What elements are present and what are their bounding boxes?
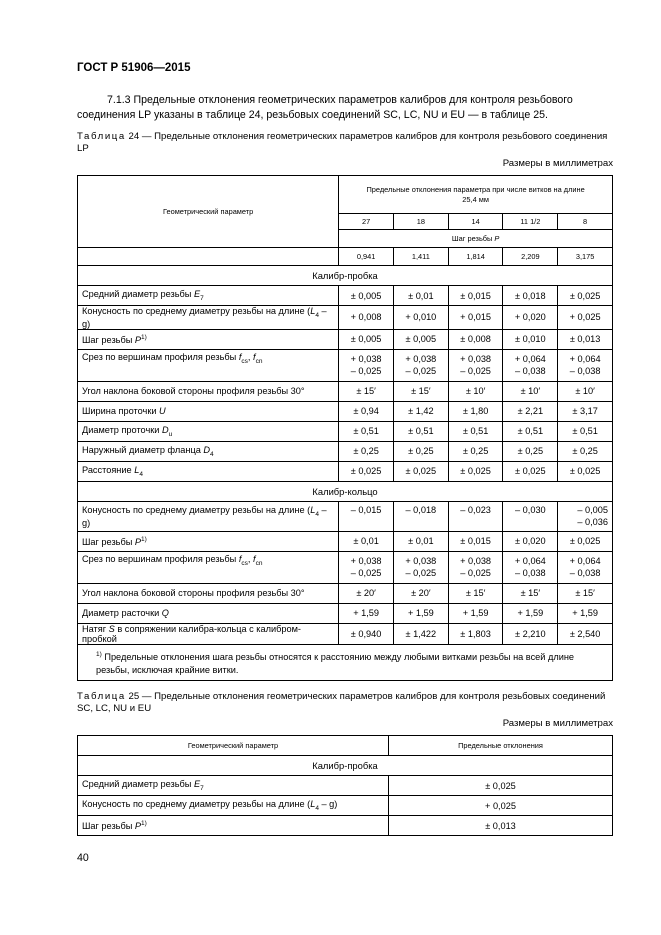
pitch-value: 1,411 — [393, 248, 448, 266]
upper-deviation: + 0,038 — [460, 556, 492, 567]
param-symbol: P — [134, 821, 142, 832]
param-name — [78, 603, 339, 623]
value-cell: + 0,010 — [393, 306, 448, 330]
section-plug-gauge: Калибр-пробка — [78, 756, 613, 776]
param-tail: – g) — [82, 306, 327, 329]
param-name — [78, 421, 339, 441]
param-symbol: L — [310, 799, 316, 810]
param-label: Срез по вершинам профиля резьбы — [82, 553, 237, 564]
value-cell: ± 10′ — [448, 381, 503, 401]
pitch-value: 1,814 — [448, 248, 503, 266]
value-cell — [558, 551, 613, 583]
value-cell — [558, 501, 613, 531]
table-row — [78, 796, 613, 816]
value-cell: – 0,030 — [503, 501, 558, 531]
table-25 — [77, 735, 613, 836]
param-subscript: cn — [255, 559, 263, 567]
upper-deviation: – 0,005 — [577, 505, 608, 516]
value-cell: ± 0,25 — [503, 441, 558, 461]
param-symbol: E — [193, 289, 201, 300]
value-cell: – 0,023 — [448, 501, 503, 531]
table25-units: Размеры в миллиметрах — [502, 718, 613, 729]
value-cell: ± 0,940 — [339, 623, 394, 644]
param-name: Срез по вершинам профиля резьбы $f_{cs}$, $f_{cn}$ — [78, 349, 339, 381]
table25-caption-text: 25 — Предельные отклонения геометрических параметров калибров для контроля резьбовых соединений SC, LC, NU и EU — [77, 691, 606, 714]
value-cell: ± 0,01 — [339, 531, 394, 551]
param-name — [78, 461, 339, 481]
section-ring-gauge: Калибр-кольцо — [78, 481, 613, 501]
table24-footnote — [78, 644, 613, 680]
pitch-header-label: Шаг резьбы — [451, 233, 493, 243]
value-cell: ± 2,540 — [558, 623, 613, 644]
table-row — [78, 816, 613, 836]
table-row — [78, 421, 613, 441]
table-row — [78, 583, 613, 603]
param-subscript: cs — [241, 357, 248, 365]
value-cell: ± 0,025 — [448, 461, 503, 481]
lower-deviation: – 0,025 — [350, 366, 382, 377]
param-name — [78, 816, 389, 836]
table25-caption — [77, 691, 613, 715]
value-cell: ± 20′ — [393, 583, 448, 603]
param-tail: – g) — [318, 799, 338, 810]
lower-deviation: – 0,025 — [405, 366, 437, 377]
footnote-ref: 1) — [141, 535, 147, 543]
param-label: Наружный диаметр фланца — [82, 444, 201, 455]
pitch-symbol: P — [494, 233, 500, 243]
value-cell — [503, 551, 558, 583]
value-cell: ± 15′ — [448, 583, 503, 603]
value-cell: + 0,025 — [389, 796, 613, 816]
table-row — [78, 501, 613, 531]
value-cell: + 0,025 — [558, 306, 613, 330]
value-cell: ± 0,51 — [503, 421, 558, 441]
table-row — [78, 441, 613, 461]
value-cell — [448, 551, 503, 583]
value-cell: ± 20′ — [339, 583, 394, 603]
value-cell: ± 0,013 — [558, 329, 613, 349]
param-name — [78, 441, 339, 461]
value-cell: ± 0,013 — [389, 816, 613, 836]
value-cell — [393, 551, 448, 583]
table-row — [78, 286, 613, 306]
value-cell: ± 0,005 — [393, 329, 448, 349]
lower-deviation: – 0,025 — [460, 366, 491, 377]
param-symbol: L — [310, 504, 316, 515]
value-cell: + 1,59 — [339, 603, 394, 623]
value-cell: ± 0,51 — [558, 421, 613, 441]
value-cell: ± 0,51 — [393, 421, 448, 441]
value-cell: + 1,59 — [558, 603, 613, 623]
value-cell: ± 10′ — [558, 381, 613, 401]
upper-deviation: + 0,064 — [514, 354, 546, 365]
value-cell: + 1,59 — [448, 603, 503, 623]
pitch-value: 2,209 — [503, 248, 558, 266]
footnote-ref: 1) — [141, 333, 147, 341]
thread-count: 18 — [393, 214, 448, 230]
upper-deviation: + 0,038 — [460, 354, 492, 365]
param-symbol: P — [134, 334, 142, 345]
param-label: Шаг резьбы — [82, 334, 133, 345]
table-row — [78, 349, 613, 381]
param-name: Срез по вершинам профиля резьбы $f_{cs}$, $f_{cn}$ — [78, 551, 339, 583]
param-label: Расстояние — [82, 464, 132, 475]
value-cell — [558, 349, 613, 381]
table25-caption-label: Таблица — [77, 691, 126, 702]
param-symbol: L — [134, 464, 140, 475]
value-cell: ± 0,008 — [448, 329, 503, 349]
upper-deviation: + 0,038 — [405, 354, 437, 365]
param-subscript: cs — [241, 559, 248, 567]
value-cell — [339, 551, 394, 583]
value-cell — [393, 349, 448, 381]
pitch-header — [339, 230, 613, 248]
value-cell: + 0,008 — [339, 306, 394, 330]
table24-caption — [77, 131, 613, 155]
upper-deviation: + 0,064 — [569, 556, 601, 567]
param-tail: – g) — [82, 504, 327, 528]
value-cell: – 0,018 — [393, 501, 448, 531]
value-cell: ± 15′ — [558, 583, 613, 603]
value-cell: ± 0,018 — [503, 286, 558, 306]
value-cell — [339, 349, 394, 381]
param-name — [78, 776, 389, 796]
param-subscript: 7 — [200, 294, 204, 302]
deviation-header: Предельные отклонения — [389, 736, 613, 756]
value-cell: ± 0,025 — [503, 461, 558, 481]
value-cell: ± 0,25 — [448, 441, 503, 461]
document-header: ГОСТ Р 51906—2015 — [77, 62, 191, 74]
upper-deviation: + 0,064 — [569, 354, 601, 365]
value-cell: ± 0,94 — [339, 401, 394, 421]
value-cell — [503, 349, 558, 381]
param-symbol: E — [193, 779, 201, 790]
param-label: Конусность по среднему диаметру резьбы на длине ( — [82, 799, 311, 810]
page-number: 40 — [77, 852, 89, 864]
param-header: Геометрический параметр — [78, 176, 339, 248]
param-name: Угол наклона боковой стороны профиля резьбы 30° — [78, 583, 339, 603]
pitch-value: 0,941 — [339, 248, 394, 266]
param-symbol: L — [310, 306, 316, 316]
value-cell: ± 10′ — [503, 381, 558, 401]
lower-deviation: – 0,025 — [460, 568, 491, 579]
value-cell — [448, 349, 503, 381]
param-symbol: D — [203, 444, 211, 455]
value-cell: ± 0,005 — [339, 329, 394, 349]
value-cell: ± 0,025 — [339, 461, 394, 481]
value-cell: ± 0,025 — [558, 531, 613, 551]
thread-count: 27 — [339, 214, 394, 230]
param-name — [78, 329, 339, 349]
pitch-values-label-cell — [78, 248, 339, 266]
value-cell: + 1,59 — [393, 603, 448, 623]
value-cell: ± 0,25 — [558, 441, 613, 461]
param-subscript: u — [168, 430, 173, 438]
section-plug-gauge: Калибр-пробка — [78, 266, 613, 286]
value-cell: ± 1,422 — [393, 623, 448, 644]
param-label: Срез по вершинам профиля резьбы — [82, 351, 237, 362]
param-label: Шаг резьбы — [82, 821, 133, 832]
value-cell: ± 1,803 — [448, 623, 503, 644]
param-name — [78, 286, 339, 306]
param-subscript: 4 — [210, 450, 214, 458]
lower-deviation: – 0,038 — [515, 366, 546, 377]
param-symbol: f — [238, 351, 242, 362]
param-symbol: S — [108, 623, 115, 634]
upper-deviation: + 0,064 — [514, 556, 546, 567]
param-subscript: 4 — [315, 311, 319, 319]
table-row — [78, 603, 613, 623]
deviation-header: Предельные отклонения параметра при числе витков на длине 25,4 мм — [339, 176, 613, 214]
table24-caption-text: 24 — Предельные отклонения геометрических параметров калибров для контроля резьбового соединения LP — [77, 131, 608, 154]
param-label: Ширина проточки — [82, 406, 157, 417]
value-cell: – 0,015 — [339, 501, 394, 531]
table-row — [78, 531, 613, 551]
value-cell: ± 0,025 — [393, 461, 448, 481]
param-symbol: P — [134, 536, 142, 547]
upper-deviation: + 0,038 — [405, 556, 437, 567]
value-cell: + 1,59 — [503, 603, 558, 623]
table-row — [78, 461, 613, 481]
table-row — [78, 623, 613, 644]
footnote-mark: 1) — [96, 650, 102, 658]
table-row — [78, 381, 613, 401]
value-cell: ± 0,51 — [448, 421, 503, 441]
footnote-text: Предельные отклонения шага резьбы относятся к расстоянию между любыми витками резьбы на всей длине резьбы, исключая крайние витки. — [96, 651, 575, 675]
value-cell: ± 0,51 — [339, 421, 394, 441]
pitch-value: 3,175 — [558, 248, 613, 266]
value-cell: ± 0,25 — [393, 441, 448, 461]
param-symbol: f — [238, 553, 242, 564]
thread-count: 11 1/2 — [503, 214, 558, 230]
value-cell: ± 0,010 — [503, 329, 558, 349]
value-cell: ± 3,17 — [558, 401, 613, 421]
param-symbol: f — [253, 553, 256, 564]
thread-count: 8 — [558, 214, 613, 230]
param-name — [78, 623, 339, 644]
lower-deviation: – 0,025 — [350, 568, 382, 579]
value-cell: ± 1,80 — [448, 401, 503, 421]
param-label: Средний диаметр резьбы — [82, 289, 192, 300]
value-cell: ± 2,210 — [503, 623, 558, 644]
param-symbol: D — [161, 424, 169, 435]
value-cell: + 0,015 — [448, 306, 503, 330]
param-name: Угол наклона боковой стороны профиля резьбы 30° — [78, 381, 339, 401]
value-cell: ± 0,025 — [558, 461, 613, 481]
param-name — [78, 796, 389, 816]
value-cell: ± 0,01 — [393, 531, 448, 551]
table-row — [78, 551, 613, 583]
param-subscript: 7 — [200, 784, 204, 792]
table24-units: Размеры в миллиметрах — [502, 158, 613, 169]
value-cell: ± 1,42 — [393, 401, 448, 421]
param-subscript: 4 — [139, 470, 143, 478]
value-cell: ± 0,015 — [448, 286, 503, 306]
value-cell: ± 0,020 — [503, 531, 558, 551]
param-label: Средний диаметр резьбы — [82, 779, 192, 790]
lower-deviation: – 0,038 — [569, 568, 601, 579]
param-symbol: f — [253, 351, 256, 362]
param-subscript: 4 — [315, 804, 319, 812]
param-symbol: Q — [161, 608, 169, 619]
upper-deviation: + 0,038 — [350, 354, 382, 365]
param-label: Диаметр расточки — [82, 608, 160, 619]
param-tail: в сопряжении калибра-кольца с калибром-пробкой — [82, 623, 301, 644]
footnote-ref: 1) — [141, 819, 147, 827]
value-cell: ± 15′ — [393, 381, 448, 401]
value-cell: ± 0,025 — [558, 286, 613, 306]
table-24 — [77, 175, 613, 681]
value-cell: ± 0,005 — [339, 286, 394, 306]
value-cell: ± 0,01 — [393, 286, 448, 306]
table-row — [78, 329, 613, 349]
upper-deviation: + 0,038 — [350, 556, 382, 567]
param-name — [78, 306, 339, 330]
value-cell: ± 0,015 — [448, 531, 503, 551]
value-cell: ± 15′ — [339, 381, 394, 401]
value-cell: + 0,020 — [503, 306, 558, 330]
table-row — [78, 776, 613, 796]
table-row — [78, 401, 613, 421]
param-name — [78, 531, 339, 551]
param-label: Конусность по среднему диаметру резьбы на длине ( — [82, 306, 311, 316]
param-label: Конусность по среднему диаметру резьбы на длине ( — [82, 504, 311, 515]
param-label: Натяг — [82, 623, 107, 634]
param-symbol: U — [159, 406, 166, 417]
param-name — [78, 501, 339, 531]
value-cell: ± 2,21 — [503, 401, 558, 421]
value-cell: ± 15′ — [503, 583, 558, 603]
param-subscript: cn — [255, 357, 263, 365]
intro-paragraph: 7.1.3 Предельные отклонения геометрических параметров калибров для контроля резьбового соединения LP указаны в таблице 24, резьбовых соединений SC, LC, NU и EU — в таблице 25. — [77, 94, 573, 121]
param-label: Диаметр проточки — [82, 424, 160, 435]
thread-count: 14 — [448, 214, 503, 230]
param-header: Геометрический параметр — [78, 736, 389, 756]
param-subscript: 4 — [315, 510, 319, 518]
table24-caption-label: Таблица — [77, 131, 126, 142]
param-label: Шаг резьбы — [82, 536, 133, 547]
lower-deviation: – 0,038 — [515, 568, 546, 579]
param-name — [78, 401, 339, 421]
value-cell: ± 0,25 — [339, 441, 394, 461]
value-cell: ± 0,025 — [389, 776, 613, 796]
lower-deviation: – 0,038 — [569, 366, 601, 377]
lower-deviation: – 0,036 — [577, 517, 608, 528]
table-row — [78, 306, 613, 330]
lower-deviation: – 0,025 — [405, 568, 437, 579]
